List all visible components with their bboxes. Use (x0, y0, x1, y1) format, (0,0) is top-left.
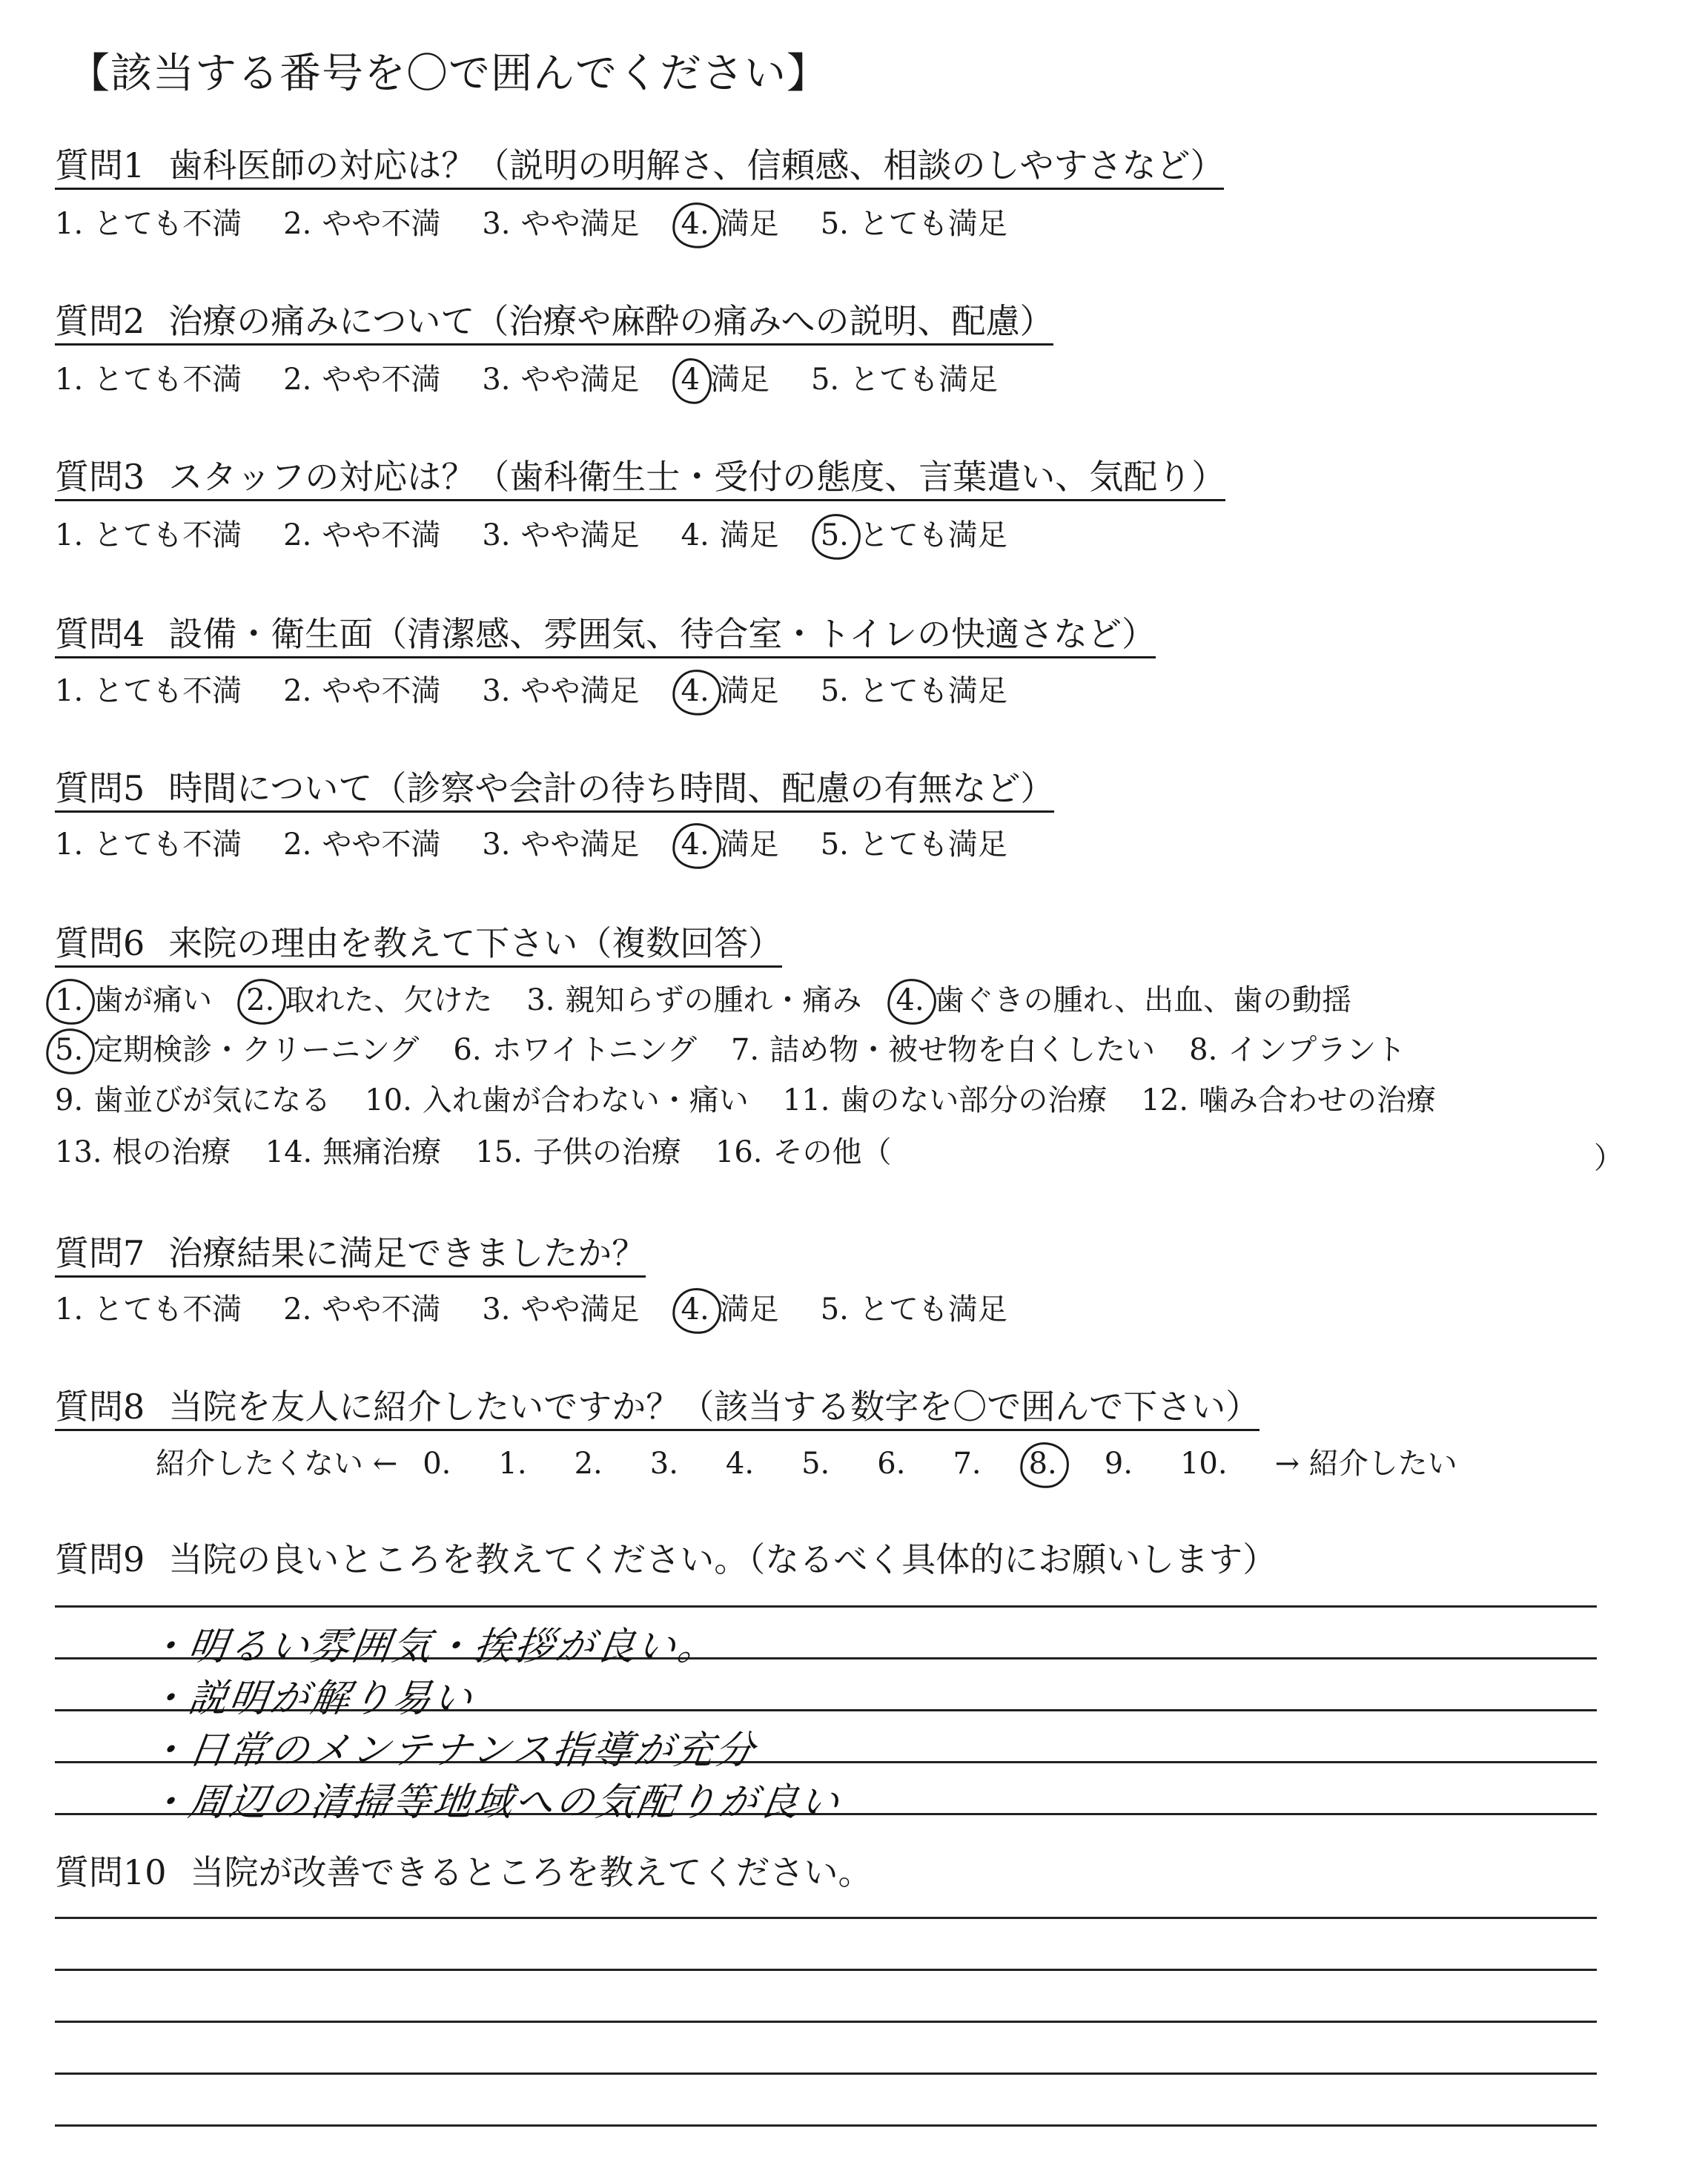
option-number: 3. (482, 674, 511, 708)
answer-option[interactable] (55, 1292, 242, 1327)
option-number: 5. (820, 518, 849, 552)
question-text: 歯科医師の対応は？（説明の明解さ、信頼感、相談のしやすさなど） (168, 145, 1225, 185)
option-number: 11. (782, 1083, 830, 1117)
answer-option[interactable] (877, 1446, 916, 1482)
answer-option[interactable] (55, 362, 242, 397)
answer-option[interactable] (453, 1032, 697, 1068)
option-label: 歯並びが気になる (93, 1083, 331, 1117)
option-number: 4. (681, 828, 709, 862)
option-number: 8. (1028, 1447, 1057, 1481)
answer-option[interactable] (1105, 1446, 1143, 1482)
question-4-options (55, 673, 1049, 709)
question-number: 質問2 (55, 301, 145, 341)
option-label: やや不満 (322, 518, 441, 552)
answer-option[interactable] (423, 1446, 461, 1482)
question-3-heading (55, 458, 1225, 501)
option-number: 2. (246, 983, 275, 1017)
question-text: 設備・衛生面（清潔感、雰囲気、待合室・トイレの快適さなど） (168, 614, 1156, 654)
option-label: 満足 (719, 207, 779, 241)
answer-option[interactable] (55, 982, 212, 1018)
question-text: 当院が改善できるところを教えてください。 (190, 1852, 873, 1892)
answer-option[interactable] (283, 362, 440, 397)
question-10-heading (55, 1854, 873, 1895)
question-text: 来院の理由を教えて下さい（複数回答） (168, 923, 783, 963)
answer-option[interactable] (482, 362, 639, 397)
option-label: 満足 (709, 363, 769, 397)
question-text: 当院を友人に紹介したいですか？（該当する数字を〇で囲んで下さい） (168, 1387, 1260, 1427)
option-label: とても満足 (858, 828, 1007, 862)
answer-option[interactable] (811, 362, 998, 397)
handwritten-answer-1: ・明るい雰囲気・挨拶が良い。 (145, 1625, 722, 1669)
question-7-heading (55, 1235, 646, 1278)
answer-line (55, 1605, 1597, 1608)
option-number: 7. (953, 1447, 982, 1481)
option-number: 7. (730, 1033, 760, 1067)
answer-option[interactable] (283, 1292, 440, 1327)
answer-option[interactable] (715, 1135, 892, 1170)
answer-option[interactable] (482, 827, 639, 862)
option-number: 3. (482, 363, 511, 397)
question-6-options-row-3 (55, 1083, 1470, 1118)
option-number: 9. (55, 1083, 84, 1117)
option-number: 3. (526, 983, 555, 1017)
option-number: 3. (482, 1292, 511, 1327)
option-number: 14. (265, 1135, 313, 1169)
option-number: 1. (55, 674, 84, 708)
option-number: 16. (715, 1135, 763, 1169)
option-number: 3. (482, 828, 511, 862)
question-number: 質問9 (55, 1539, 145, 1579)
answer-option[interactable] (681, 1292, 779, 1327)
question-6-options-row-1 (55, 982, 1386, 1018)
option-number: 5. (801, 1447, 830, 1481)
answer-option[interactable] (896, 982, 1352, 1018)
option-label: 無痛治療 (322, 1135, 442, 1169)
option-label: やや不満 (322, 828, 441, 862)
option-label: やや不満 (322, 207, 441, 241)
option-number: 4. (681, 518, 709, 552)
answer-option[interactable] (55, 673, 242, 709)
answer-option[interactable] (498, 1446, 537, 1482)
question-5-options (55, 827, 1049, 862)
option-label: やや満足 (520, 674, 640, 708)
option-label: 入れ歯が合わない・痛い (422, 1083, 749, 1117)
option-number: 4. (681, 207, 709, 241)
answer-option[interactable] (365, 1083, 749, 1118)
option-number: 5. (810, 363, 840, 397)
option-label: やや不満 (322, 674, 441, 708)
option-number: 4. (725, 1447, 755, 1481)
question-text: 治療結果に満足できましたか？ (168, 1233, 646, 1273)
answer-line (55, 2021, 1597, 2023)
option-number: 2. (283, 828, 312, 862)
option-label: その他（ (772, 1135, 892, 1169)
answer-option[interactable] (575, 1446, 613, 1482)
answer-option[interactable] (1180, 1446, 1238, 1482)
option-label: やや満足 (520, 828, 640, 862)
question-number: 質問1 (55, 145, 145, 185)
answer-option[interactable] (482, 1292, 639, 1327)
question-number: 質問10 (55, 1852, 167, 1892)
answer-option[interactable] (681, 206, 779, 242)
answer-option[interactable] (55, 518, 242, 553)
option-number: 4. (896, 983, 924, 1017)
option-number: 2. (283, 674, 312, 708)
scale-left-label: 紹介したくない ← (156, 1447, 398, 1481)
answer-line (55, 1969, 1597, 1971)
option-label: 取れた、欠けた (285, 983, 493, 1017)
option-number: 2. (574, 1447, 603, 1481)
option-number: 5. (820, 674, 849, 708)
option-number: 15. (475, 1135, 523, 1169)
answer-option[interactable] (482, 518, 639, 553)
option-label: とても満足 (850, 363, 999, 397)
option-label: 詰め物・被せ物を白くしたい (769, 1033, 1156, 1067)
page-title: 【該当する番号を〇で囲んでください】 (68, 50, 829, 98)
option-number: 3. (482, 518, 511, 552)
question-2-options (55, 362, 1039, 397)
handwritten-answer-2: ・説明が解り易い (145, 1677, 477, 1721)
answer-option[interactable] (526, 982, 861, 1018)
question-number: 質問8 (55, 1387, 145, 1427)
option-number: 13. (55, 1135, 102, 1169)
option-number: 5. (820, 1292, 849, 1327)
option-number: 12. (1141, 1083, 1189, 1117)
scale-values (423, 1447, 1274, 1481)
question-5-heading (55, 770, 1054, 813)
answer-option[interactable] (821, 518, 1007, 553)
answer-option[interactable] (650, 1446, 689, 1482)
question-7-options (55, 1292, 1049, 1327)
answer-option[interactable] (55, 827, 242, 862)
option-label: 歯が痛い (93, 983, 213, 1017)
answer-option[interactable] (55, 1135, 231, 1170)
answer-option[interactable] (283, 673, 440, 709)
option-label: 歯のない部分の治療 (840, 1083, 1108, 1117)
question-text: 当院の良いところを教えてください。（なるべく具体的にお願いします） (168, 1539, 1277, 1579)
option-label: 満足 (719, 518, 779, 552)
option-number: 4 (681, 363, 700, 397)
question-text: 治療の痛みについて（治療や麻酔の痛みへの説明、配慮） (168, 301, 1054, 341)
question-text: 時間について（診察や会計の待ち時間、配慮の有無など） (168, 768, 1055, 808)
option-label: とても満足 (858, 207, 1007, 241)
question-8-scale (156, 1446, 1457, 1482)
answer-option[interactable] (55, 1032, 419, 1068)
option-label: ホワイトニング (491, 1033, 697, 1067)
answer-option[interactable] (953, 1446, 991, 1482)
option-number: 1. (55, 983, 84, 1017)
question-number: 質問4 (55, 614, 145, 654)
option-label: やや満足 (520, 363, 640, 397)
answer-option[interactable] (821, 673, 1007, 709)
answer-option[interactable] (681, 673, 779, 709)
answer-option[interactable] (821, 827, 1007, 862)
option-number: 8. (1189, 1033, 1218, 1067)
option-number: 1. (55, 363, 84, 397)
option-number: 3. (649, 1447, 678, 1481)
option-label: とても不満 (93, 363, 242, 397)
question-6-options-row-2 (55, 1032, 1440, 1068)
option-number: 1. (55, 1292, 84, 1327)
answer-line (55, 2073, 1597, 2075)
option-number: 4. (681, 1292, 709, 1327)
answer-option[interactable] (55, 1083, 331, 1118)
option-label: 子供の治療 (532, 1135, 681, 1169)
option-label: とても不満 (93, 674, 242, 708)
answer-option[interactable] (55, 206, 242, 242)
option-number: 6. (453, 1033, 482, 1067)
question-6-options-row-4 (55, 1135, 926, 1170)
answer-option[interactable] (283, 827, 440, 862)
option-label: とても満足 (858, 518, 1007, 552)
question-6-heading (55, 925, 782, 968)
option-number: 10. (1179, 1447, 1228, 1481)
option-label: 親知らずの腫れ・痛み (565, 983, 862, 1017)
option-label: とても不満 (93, 207, 242, 241)
answer-option[interactable] (1189, 1032, 1406, 1068)
option-label: やや不満 (322, 1292, 441, 1327)
option-label: 満足 (719, 674, 779, 708)
option-number: 9. (1104, 1447, 1133, 1481)
handwritten-answer-3: ・日常のメンテナンス指導が充分 (145, 1728, 760, 1773)
question-3-options (55, 518, 1049, 553)
answer-option[interactable] (681, 827, 779, 862)
option-label: やや満足 (520, 207, 640, 241)
option-label: 噛み合わせの治療 (1199, 1083, 1437, 1117)
option-number: 1. (55, 828, 84, 862)
option-label: インプラント (1228, 1033, 1406, 1067)
option-label: 根の治療 (112, 1135, 231, 1169)
question-number: 質問6 (55, 923, 145, 963)
option-label: とても不満 (93, 518, 242, 552)
option-number: 10. (365, 1083, 412, 1117)
answer-option[interactable] (1029, 1446, 1068, 1482)
answer-option[interactable] (482, 673, 639, 709)
option-number: 2. (283, 518, 312, 552)
question-4-heading (55, 615, 1156, 658)
option-number: 2. (283, 363, 312, 397)
option-number: 2. (283, 207, 312, 241)
question-number: 質問7 (55, 1233, 145, 1273)
answer-option[interactable] (1141, 1083, 1436, 1118)
answer-option[interactable] (821, 206, 1007, 242)
question-1-options (55, 206, 1049, 242)
option-number: 6. (877, 1447, 906, 1481)
option-label: やや満足 (520, 1292, 640, 1327)
question-1-heading (55, 147, 1224, 190)
answer-option[interactable] (475, 1135, 681, 1170)
option-label: 定期検診・クリーニング (93, 1033, 420, 1067)
option-number: 5. (55, 1033, 84, 1067)
answer-option[interactable] (731, 1032, 1155, 1068)
option-label: 満足 (719, 1292, 779, 1327)
option-label: とても満足 (858, 674, 1007, 708)
answer-option[interactable] (283, 206, 440, 242)
option-label: やや不満 (322, 363, 441, 397)
option-number: 4. (681, 674, 709, 708)
option-label: とても満足 (858, 1292, 1007, 1327)
scale-right-label: → 紹介したい (1274, 1447, 1457, 1481)
option-number: 1. (55, 518, 84, 552)
question-number: 質問5 (55, 768, 145, 808)
option-label: 歯ぐきの腫れ、出血、歯の動揺 (934, 983, 1352, 1017)
option-label: とても不満 (93, 1292, 242, 1327)
answer-option[interactable] (783, 1083, 1108, 1118)
question-text: スタッフの対応は？（歯科衛生士・受付の態度、言葉遣い、気配り） (168, 457, 1226, 497)
option-number: 2. (283, 1292, 312, 1327)
answer-option[interactable] (801, 1446, 840, 1482)
option-number: 3. (482, 207, 511, 241)
answer-line (55, 1917, 1597, 1919)
answer-option[interactable] (482, 206, 639, 242)
answer-option[interactable] (681, 518, 779, 553)
option-label: 満足 (719, 828, 779, 862)
question-8-heading (55, 1388, 1260, 1431)
answer-option[interactable] (265, 1135, 442, 1170)
question-2-heading (55, 303, 1053, 346)
question-9-heading (55, 1541, 1277, 1582)
option-number: 0. (423, 1447, 451, 1481)
answer-option[interactable] (246, 982, 492, 1018)
answer-option[interactable] (726, 1446, 764, 1482)
option-number: 1. (55, 207, 84, 241)
question-number: 質問3 (55, 457, 145, 497)
answer-option[interactable] (681, 362, 769, 397)
answer-option[interactable] (283, 518, 440, 553)
option-number: 1. (498, 1447, 527, 1481)
answer-option[interactable] (821, 1292, 1007, 1327)
option-label: やや満足 (520, 518, 640, 552)
option-label: とても不満 (93, 828, 242, 862)
option-number: 5. (820, 828, 849, 862)
option-number: 5. (820, 207, 849, 241)
handwritten-answer-4: ・周辺の清掃等地域への気配りが良い (145, 1780, 844, 1825)
other-close-paren: ） (1594, 1141, 1623, 1175)
answer-line (55, 2124, 1597, 2127)
